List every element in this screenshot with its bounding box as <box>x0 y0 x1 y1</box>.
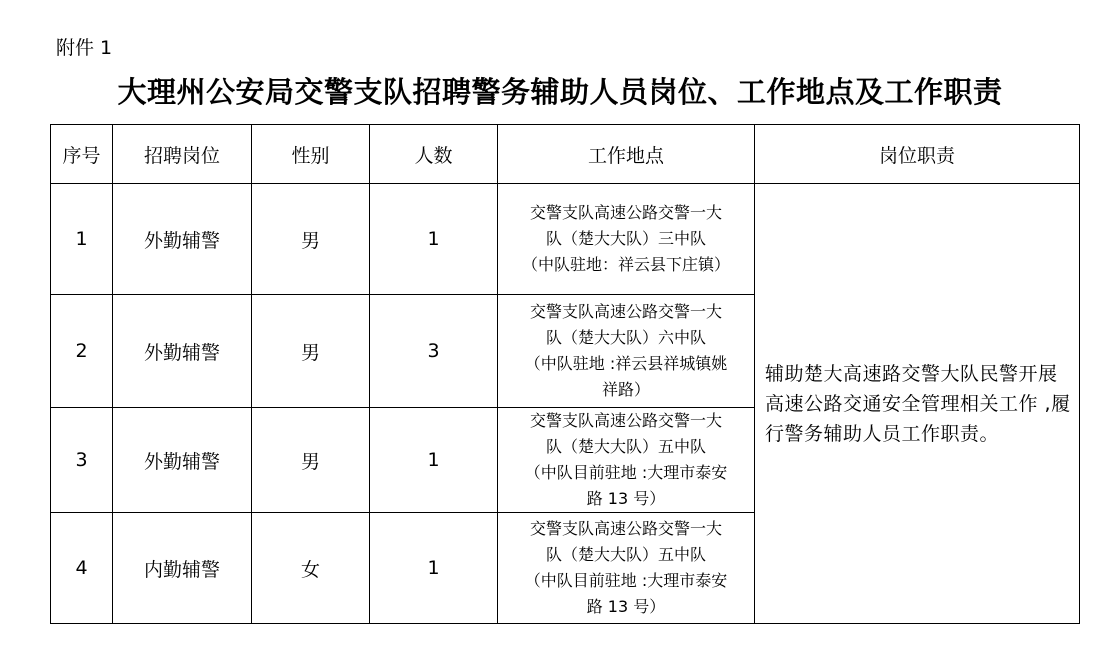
header-no: 序号 <box>51 125 113 184</box>
document-title: 大理州公安局交警支队招聘警务辅助人员岗位、工作地点及工作职责 <box>117 75 1003 109</box>
place-line: 交警支队高速公路交警一大 <box>529 203 722 222</box>
place-line: （中队驻地：祥云县下庄镇） <box>521 255 730 274</box>
header-duty: 岗位职责 <box>755 125 1080 184</box>
cell-post: 外勤辅警 <box>113 408 252 513</box>
header-post: 招聘岗位 <box>113 125 252 184</box>
cell-duty: 辅助楚大高速路交警大队民警开展高速公路交通安全管理相关工作 ,履行警务辅助人员工作职责。 <box>755 184 1080 624</box>
place-line: 路 13 号） <box>586 489 666 508</box>
recruitment-table <box>50 124 1080 624</box>
cell-post: 外勤辅警 <box>113 184 252 295</box>
cell-gender: 男 <box>252 295 370 408</box>
cell-gender: 女 <box>252 513 370 624</box>
cell-no: 3 <box>51 408 113 513</box>
place-line: 交警支队高速公路交警一大 <box>529 411 722 430</box>
place-line: 祥路） <box>601 380 650 399</box>
place-line: 交警支队高速公路交警一大 <box>529 302 722 321</box>
place-line: 队（楚大大队）六中队 <box>545 328 706 347</box>
place-line: 队（楚大大队）五中队 <box>545 545 706 564</box>
cell-place <box>498 408 755 513</box>
header-gender: 性别 <box>252 125 370 184</box>
cell-no: 1 <box>51 184 113 295</box>
table-header-row <box>51 125 1080 184</box>
attachment-label: 附件 1 <box>56 37 113 59</box>
cell-post: 外勤辅警 <box>113 295 252 408</box>
place-line: 路 13 号） <box>586 597 666 616</box>
place-line: 队（楚大大队）五中队 <box>545 437 706 456</box>
header-place: 工作地点 <box>498 125 755 184</box>
cell-gender: 男 <box>252 408 370 513</box>
cell-place <box>498 513 755 624</box>
cell-no: 4 <box>51 513 113 624</box>
cell-count: 1 <box>370 184 498 295</box>
cell-no: 2 <box>51 295 113 408</box>
place-line: （中队目前驻地 :大理市泰安 <box>524 571 728 590</box>
cell-place <box>498 184 755 295</box>
cell-post: 内勤辅警 <box>113 513 252 624</box>
place-line: 队（楚大大队）三中队 <box>545 229 706 248</box>
cell-place <box>498 295 755 408</box>
cell-gender: 男 <box>252 184 370 295</box>
cell-count: 3 <box>370 295 498 408</box>
place-line: 交警支队高速公路交警一大 <box>529 519 722 538</box>
place-line: （中队目前驻地 :大理市泰安 <box>524 463 728 482</box>
cell-count: 1 <box>370 408 498 513</box>
header-count: 人数 <box>370 125 498 184</box>
cell-count: 1 <box>370 513 498 624</box>
table-row <box>51 184 1080 295</box>
place-line: （中队驻地 :祥云县祥城镇姚 <box>524 354 728 373</box>
